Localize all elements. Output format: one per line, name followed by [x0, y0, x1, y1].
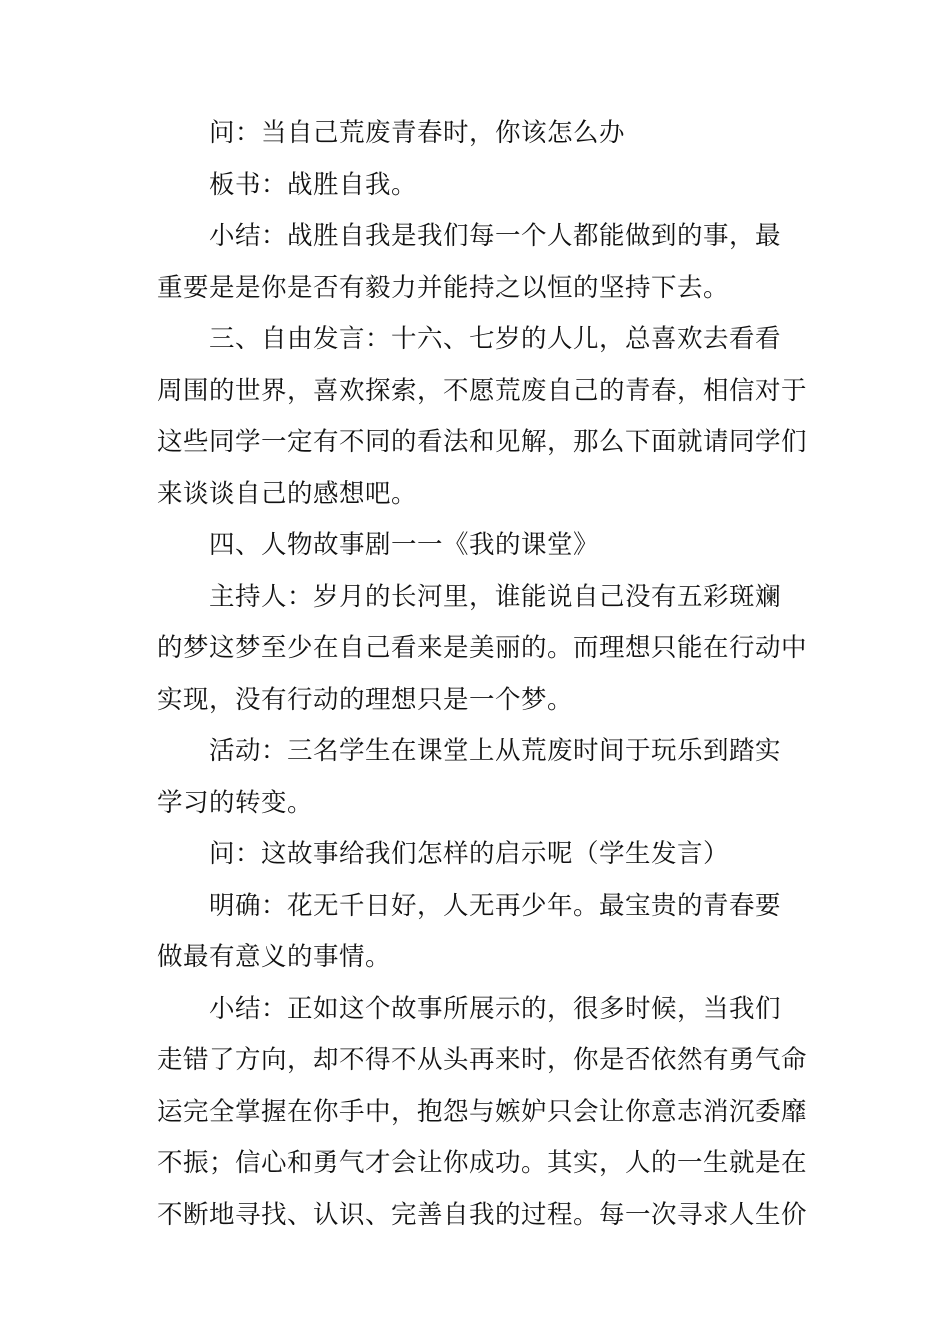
paragraph-blackboard — [157, 160, 797, 212]
text-line: 主持人：岁月的长河里，谁能说自己没有五彩斑斓 — [209, 581, 782, 612]
text-line: 做最有意义的事情。 — [157, 942, 392, 972]
paragraph-clarify — [157, 881, 797, 984]
paragraph-activity — [157, 726, 797, 829]
text-line: 问：这故事给我们怎样的启示呢（学生发言） — [209, 839, 730, 869]
document-body — [157, 108, 808, 1241]
paragraph-free-speech — [157, 314, 808, 520]
text-line: 学习的转变。 — [157, 787, 314, 818]
text-line: 这些同学一定有不同的看法和见解，那么下面就请同学们 — [157, 427, 808, 457]
text-line: 四、人物故事剧一一《我的课堂》 — [209, 530, 600, 560]
text-line: 板书：战胜自我。 — [209, 169, 418, 200]
text-line: 的梦这梦至少在自己看来是美丽的。而理想只能在行动中 — [157, 633, 808, 663]
text-line: 明确：花无千日好，人无再少年。最宝贵的青春要 — [209, 890, 782, 921]
text-line: 不振；信心和勇气才会让你成功。其实，人的一生就是在 — [157, 1148, 808, 1178]
text-line: 三、自由发言：十六、七岁的人儿，总喜欢去看看 — [209, 324, 782, 354]
paragraph-question-2 — [157, 829, 797, 881]
text-line: 活动：三名学生在课堂上从荒废时间于玩乐到踏实 — [209, 736, 782, 766]
text-line: 问：当自己荒废青春时，你该怎么办 — [209, 118, 626, 148]
text-line: 来谈谈自己的感想吧。 — [157, 478, 418, 509]
text-line: 运完全掌握在你手中，抱怨与嫉妒只会让你意志消沉委靡 — [157, 1096, 808, 1127]
paragraph-summary-1 — [157, 211, 797, 314]
text-line: 实现，没有行动的理想只是一个梦。 — [157, 684, 574, 715]
paragraph-host — [157, 572, 808, 727]
paragraph-summary-2 — [157, 984, 808, 1242]
paragraph-section-four-heading — [157, 520, 797, 572]
text-line: 小结：战胜自我是我们每一个人都能做到的事，最 — [209, 221, 782, 251]
text-line: 小结：正如这个故事所展示的，很多时候，当我们 — [209, 993, 782, 1024]
paragraph-question-1 — [157, 108, 797, 160]
text-line: 重要是是你是否有毅力并能持之以恒的坚持下去。 — [157, 272, 730, 303]
text-line: 走错了方向，却不得不从头再来时，你是否依然有勇气命 — [157, 1045, 808, 1075]
text-line: 不断地寻找、认识、完善自我的过程。每一次寻求人生价 — [157, 1199, 808, 1230]
text-line: 周围的世界，喜欢探索，不愿荒废自己的青春，相信对于 — [157, 375, 808, 406]
